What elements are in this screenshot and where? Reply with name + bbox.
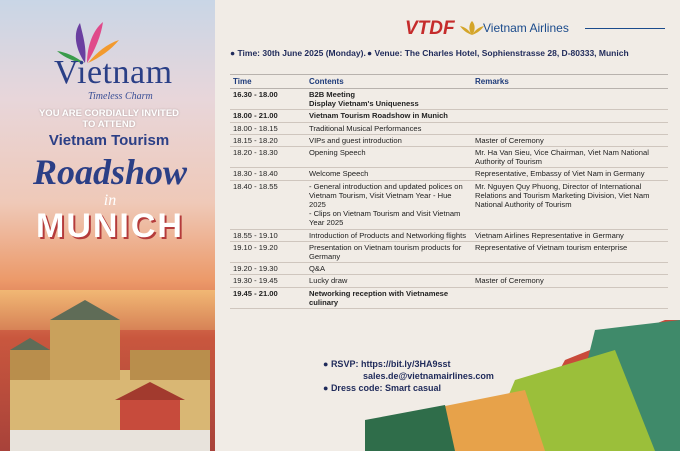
logo-wordmark: Vietnam: [54, 54, 173, 91]
schedule-content-cell: VIPs and guest introduction: [306, 134, 472, 146]
schedule-content-cell: B2B Meeting Display Vietnam's Uniqueness: [306, 89, 472, 110]
event-title-in: in: [103, 192, 117, 209]
schedule-row: [230, 241, 668, 262]
schedule-remark-cell: Master of Ceremony: [472, 275, 668, 287]
schedule-time-cell: 19.45 - 21.00: [230, 287, 306, 308]
schedule-content-cell: Presentation on Vietnam tourism products for Germany: [306, 241, 472, 262]
schedule-time-cell: 18.00 - 18.15: [230, 122, 306, 134]
schedule-time-cell: 18.15 - 18.20: [230, 134, 306, 146]
schedule-table: [230, 74, 668, 309]
schedule-header-row: [230, 75, 668, 89]
event-time-text: Time: 30th June 2025 (Monday).: [237, 48, 366, 58]
schedule-time-cell: 19.20 - 19.30: [230, 263, 306, 275]
schedule-time-cell: 18.55 - 19.10: [230, 229, 306, 241]
schedule-time-cell: 19.10 - 19.20: [230, 241, 306, 262]
event-venue: ● Venue: The Charles Hotel, Sophienstrasse 28, D-80333, Munich: [367, 48, 629, 58]
rsvp-email[interactable]: sales.de@vietnamairlines.com: [363, 371, 494, 381]
dress-code: Dress code: Smart casual: [330, 383, 441, 393]
poster-left-panel: [0, 0, 215, 451]
schedule-remark-cell: [472, 263, 668, 275]
schedule-content-cell: - General introduction and updated polices on Vietnam Tourism, Visit Vietnam Year - Hue 2025 - Clips on Vietnam Tourism and Visit Vietnam Year 2025: [306, 180, 472, 229]
schedule-content-cell: Opening Speech: [306, 147, 472, 168]
schedule-content-cell: Q&A: [306, 263, 472, 275]
logo-tagline: Timeless Charm: [88, 91, 153, 102]
schedule-remark-cell: Mr. Ha Van Sieu, Vice Chairman, Viet Nam National Authority of Tourism: [472, 147, 668, 168]
schedule-row: [230, 287, 668, 308]
sponsor-logos: [405, 18, 665, 40]
palace-illustration: [10, 300, 210, 451]
rsvp-link[interactable]: RSVP: https://bit.ly/3HA9sst: [330, 359, 451, 369]
schedule-remark-cell: Master of Ceremony: [472, 134, 668, 146]
schedule-row: [230, 110, 668, 122]
schedule-row: [230, 229, 668, 241]
schedule-remark-cell: Vietnam Airlines Representative in Germany: [472, 229, 668, 241]
event-title-roadshow: Roadshow: [32, 152, 188, 192]
invite-line-2: TO ATTEND: [82, 119, 136, 130]
poster-right-panel: [215, 0, 680, 451]
schedule-remark-cell: Representative, Embassy of Viet Nam in Germany: [472, 168, 668, 180]
schedule-remark-cell: [472, 89, 668, 110]
schedule-time-cell: 18.20 - 18.30: [230, 147, 306, 168]
event-title-line-1: Vietnam Tourism: [48, 132, 170, 149]
schedule-row: [230, 147, 668, 168]
invitation-text: [14, 108, 204, 130]
schedule-row: [230, 180, 668, 229]
schedule-remark-cell: Representative of Vietnam tourism enterprise: [472, 241, 668, 262]
schedule-body: [230, 89, 668, 309]
schedule-content-cell: Introduction of Products and Networking flights: [306, 229, 472, 241]
schedule-row: [230, 122, 668, 134]
schedule-remark-cell: [472, 287, 668, 308]
column-header-remarks: Remarks: [472, 75, 668, 89]
lotus-icon: [460, 20, 484, 36]
schedule-remark-cell: [472, 110, 668, 122]
schedule-content-cell: Traditional Musical Performances: [306, 122, 472, 134]
dress-code-line: ● Dress code: Smart casual: [323, 383, 441, 393]
schedule-time-cell: 18.30 - 18.40: [230, 168, 306, 180]
schedule-content-cell: Lucky draw: [306, 275, 472, 287]
schedule-time-cell: 18.40 - 18.55: [230, 180, 306, 229]
schedule-remark-cell: [472, 122, 668, 134]
event-time: ● Time: 30th June 2025 (Monday).: [230, 48, 366, 58]
schedule-time-cell: 18.00 - 21.00: [230, 110, 306, 122]
event-venue-text: Venue: The Charles Hotel, Sophienstrasse 28, D-80333, Munich: [374, 48, 629, 58]
event-city: MUNICH: [36, 207, 184, 245]
schedule-row: [230, 134, 668, 146]
column-header-time: Time: [230, 75, 306, 89]
schedule-content-cell: Vietnam Tourism Roadshow in Munich: [306, 110, 472, 122]
schedule-content-cell: Networking reception with Vietnamese culinary: [306, 287, 472, 308]
column-header-contents: Contents: [306, 75, 472, 89]
schedule-content-cell: Welcome Speech: [306, 168, 472, 180]
invite-line-1: YOU ARE CORDIALLY INVITED: [38, 108, 180, 119]
vietnam-airlines-logo: Vietnam Airlines: [483, 21, 569, 35]
schedule-remark-cell: Mr. Nguyen Quy Phuong, Director of International Relations and Tourism Marketing Division, Viet Nam National Authority of Tourism: [472, 180, 668, 229]
schedule-time-cell: 16.30 - 18.00: [230, 89, 306, 110]
rsvp-line: ● RSVP: https://bit.ly/3HA9sst: [323, 359, 451, 369]
vtdf-logo: VTDF: [405, 18, 455, 39]
rsvp-block: [323, 358, 494, 394]
schedule-row: [230, 263, 668, 275]
schedule-time-cell: 19.30 - 19.45: [230, 275, 306, 287]
schedule-row: [230, 89, 668, 110]
schedule-row: [230, 168, 668, 180]
header-divider: [585, 28, 665, 29]
schedule-row: [230, 275, 668, 287]
